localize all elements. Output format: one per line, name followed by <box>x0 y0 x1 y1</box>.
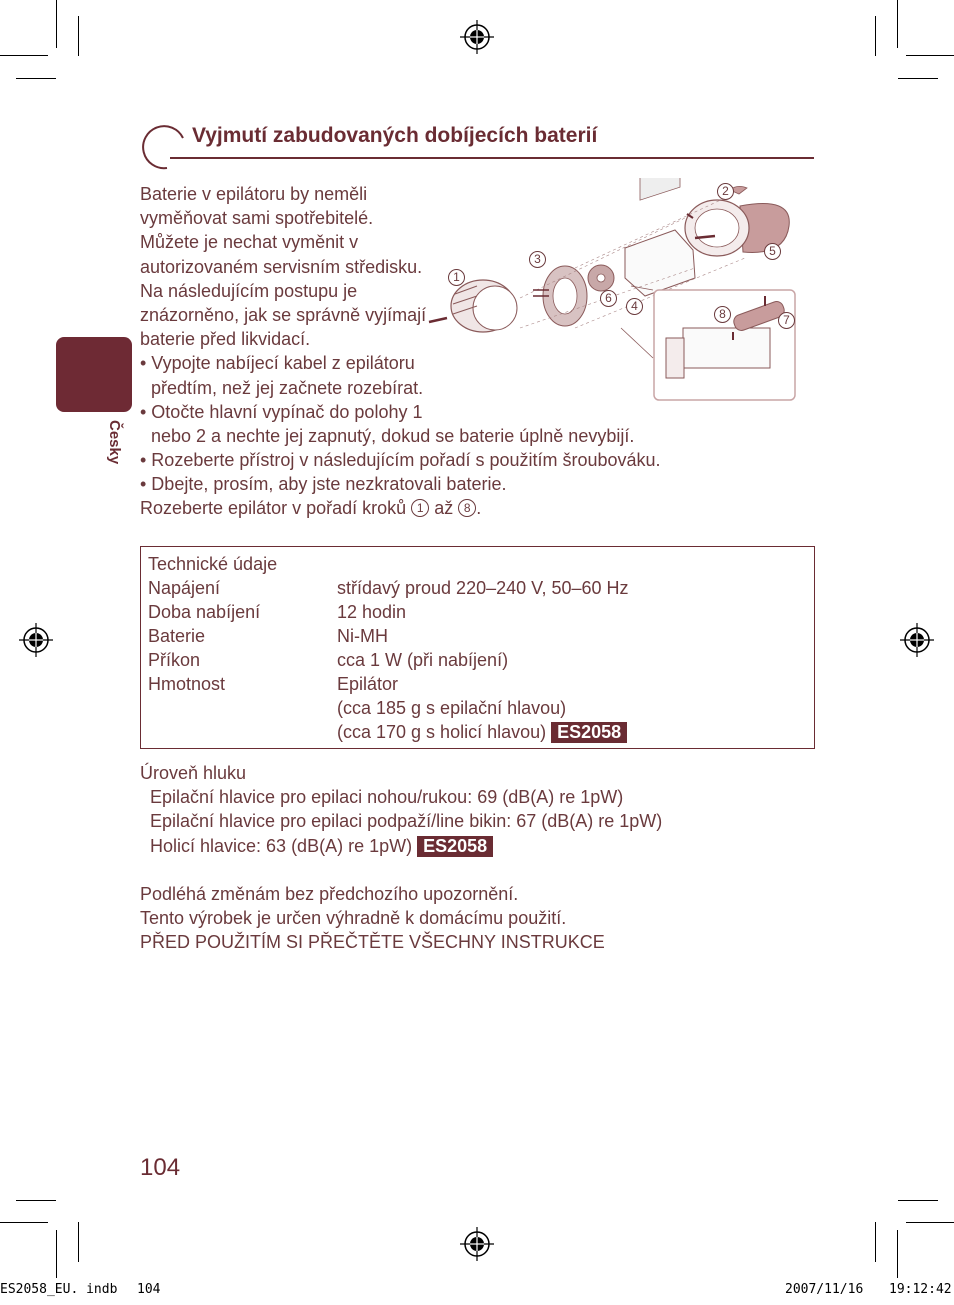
crop-mark <box>56 0 57 48</box>
crop-mark <box>898 1200 938 1201</box>
intro-line: baterie před likvidací. <box>140 329 311 350</box>
intro-line: autorizovaném servisním středisku. <box>140 256 423 277</box>
spec-label: Hmotnost <box>148 674 226 694</box>
crop-mark <box>0 1222 48 1223</box>
bullet-continuation: předtím, než jej začnete rozebírat. <box>151 377 424 398</box>
intro-line: vyměňovat sami spotřebitelé. <box>140 208 374 229</box>
spec-value-with-badge <box>337 722 627 743</box>
callout-1: 1 <box>448 269 465 286</box>
noise-line-with-badge <box>140 834 662 858</box>
slug-date: 2007/11/16 <box>785 1282 864 1297</box>
spec-value: (cca 185 g s epilační hlavou) <box>337 698 567 718</box>
disassembly-illustration <box>425 178 815 403</box>
callout-2: 2 <box>717 183 734 200</box>
crop-mark <box>875 1222 876 1262</box>
page-number: 104 <box>140 1154 181 1181</box>
slug-page: 104 <box>137 1282 161 1297</box>
intro-line: Baterie v epilátoru by neměli <box>140 184 368 204</box>
callout-8: 8 <box>714 306 731 323</box>
crop-mark <box>906 1222 954 1223</box>
bullet-item: • Otočte hlavní vypínač do polohy 1 <box>140 401 423 422</box>
steps-line <box>140 496 661 520</box>
model-badge: ES2058 <box>551 722 627 743</box>
crop-mark <box>0 55 48 56</box>
slug-file: ES2058_EU. indb <box>0 1282 118 1297</box>
steps-mid: až <box>434 498 454 519</box>
spec-value: Ni-MH <box>337 626 388 646</box>
callout-5: 5 <box>764 243 781 260</box>
crop-mark <box>16 78 56 79</box>
steps-suffix: . <box>476 498 482 519</box>
crop-mark <box>56 1230 57 1278</box>
model-badge: ES2058 <box>417 836 493 857</box>
noise-title: Úroveň hluku <box>140 763 247 783</box>
spec-label: Baterie <box>148 626 206 646</box>
callout-6: 6 <box>600 290 617 307</box>
intro-line: znázorněno, jak se správně vyjímají <box>140 304 427 325</box>
bullet-item: • Dbejte, prosím, aby jste nezkratovali baterie. <box>140 474 507 495</box>
bullet-continuation: nebo 2 a nechte jej zapnutý, dokud se baterie úplně nevybijí. <box>151 425 635 446</box>
bullet-item: • Rozeberte přístroj v následujícím pořadí s použitím šroubováku. <box>140 450 661 471</box>
language-tab <box>56 337 132 412</box>
crop-mark <box>898 78 938 79</box>
note-line: Tento výrobek je určen výhradně k domácímu použití. <box>140 908 567 929</box>
crop-mark <box>897 0 898 48</box>
step-number-badge: 8 <box>458 499 476 517</box>
spec-value: střídavý proud 220–240 V, 50–60 Hz <box>337 578 629 598</box>
crop-mark <box>16 1200 56 1201</box>
spec-label: Napájení <box>148 578 221 598</box>
crop-mark <box>897 1230 898 1278</box>
registration-mark-icon <box>900 623 934 657</box>
spec-label: Doba nabíjení <box>148 602 261 622</box>
callout-3: 3 <box>529 251 546 268</box>
spec-title: Technické údaje <box>148 554 278 574</box>
registration-mark-icon <box>19 623 53 657</box>
crop-mark <box>906 55 954 56</box>
noise-section <box>140 761 662 858</box>
spec-value: Epilátor <box>337 674 399 694</box>
crop-mark <box>78 16 79 56</box>
crop-mark <box>78 1222 79 1262</box>
intro-line: Můžete je nechat vyměnit v <box>140 232 359 253</box>
crop-mark <box>875 16 876 56</box>
footer-notes <box>140 882 605 955</box>
note-line: Podléhá změnám bez předchozího upozornění. <box>140 884 519 904</box>
callout-4: 4 <box>626 298 643 315</box>
spec-value: (cca 170 g s holicí hlavou) <box>337 722 547 742</box>
page-title: Vyjmutí zabudovaných dobíjecích baterií <box>192 124 598 147</box>
noise-line: Epilační hlavice pro epilaci podpaží/line bikin: 67 (dB(A) re 1pW) <box>150 811 663 832</box>
registration-mark-icon <box>460 20 494 54</box>
spec-value: cca 1 W (při nabíjení) <box>337 650 509 670</box>
language-label: Česky <box>106 420 123 465</box>
intro-line: Na následujícím postupu je <box>140 280 358 301</box>
noise-line: Holicí hlavice: 63 (dB(A) re 1pW) <box>150 835 413 856</box>
noise-line: Epilační hlavice pro epilaci nohou/rukou: 69 (dB(A) re 1pW) <box>150 787 624 808</box>
registration-mark-icon <box>460 1227 494 1261</box>
heading-arc-icon <box>139 124 187 170</box>
callout-7: 7 <box>778 312 795 329</box>
slug-time: 19:12:42 <box>889 1282 952 1297</box>
specifications-table <box>140 546 815 749</box>
spec-label: Příkon <box>148 650 201 670</box>
spec-value: 12 hodin <box>337 602 407 622</box>
step-number-badge: 1 <box>411 499 429 517</box>
title-rule <box>170 157 814 159</box>
bullet-item: • Vypojte nabíjecí kabel z epilátoru <box>140 353 415 374</box>
note-line: PŘED POUŽITÍM SI PŘEČTĚTE VŠECHNY INSTRUKCE <box>140 932 605 953</box>
steps-prefix: Rozeberte epilátor v pořadí kroků <box>140 498 407 519</box>
